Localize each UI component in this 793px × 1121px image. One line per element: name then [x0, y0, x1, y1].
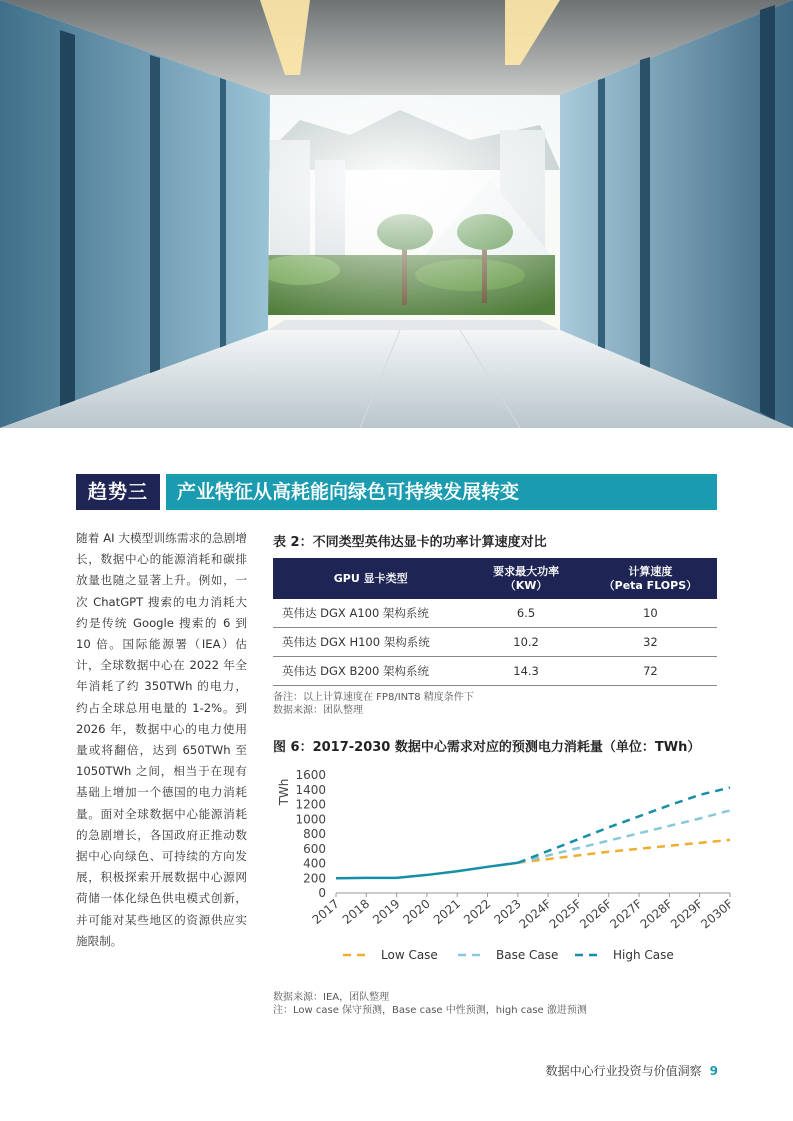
table-row [273, 628, 717, 657]
power-consumption-chart [273, 760, 743, 985]
cell-gpu: 英伟达 DGX B200 架构系统 [273, 657, 468, 686]
x-tick-label: 2017 [309, 896, 342, 927]
y-tick-label: 800 [303, 827, 326, 841]
x-tick-label: 2018 [339, 896, 373, 927]
legend-label: Low Case [381, 948, 438, 962]
y-tick-label: 1000 [295, 812, 326, 827]
x-tick-label: 2019 [370, 896, 403, 927]
series-line-high-case [518, 788, 730, 863]
y-tick-label: 200 [303, 871, 326, 886]
table-header-row [273, 558, 717, 599]
x-tick-label: 2027F [607, 896, 646, 932]
page-footer [546, 1062, 718, 1079]
x-tick-label: 2020 [400, 896, 433, 927]
table-title: 表 2：不同类型英伟达显卡的功率计算速度对比 [273, 535, 547, 550]
x-tick-label: 2022 [461, 896, 494, 927]
header-power-text: 要求最大功率 （KW） [493, 564, 560, 592]
cell-speed: 10 [584, 599, 717, 628]
y-tick-label: 1400 [295, 782, 326, 797]
legend-label: Base Case [496, 948, 559, 962]
x-tick-label: 2025F [546, 896, 585, 932]
x-tick-label: 2026F [577, 896, 615, 932]
x-tick-label: 2021 [430, 896, 464, 927]
footer-title: 数据中心行业投资与价值洞察 [545, 1064, 702, 1078]
cell-speed: 72 [584, 657, 717, 686]
table-header-power [468, 558, 583, 599]
series-line-base-case [518, 810, 730, 862]
chart-title: 图 6：2017-2030 数据中心需求对应的预测电力消耗量（单位：TWh） [273, 740, 701, 755]
cell-speed: 32 [584, 628, 717, 657]
x-tick-label: 2024F [516, 896, 555, 932]
table-header-speed [584, 558, 717, 599]
cell-gpu: 英伟达 DGX H100 架构系统 [273, 628, 468, 657]
table-source: 数据来源：团队整理 [273, 705, 363, 716]
x-tick-label: 2030F [698, 896, 736, 932]
chart-note: 注：Low case 保守预测，Base case 中性预测，high case 激进预测 [273, 1005, 587, 1016]
section-label: 趋势三 [76, 474, 160, 510]
page-number: 9 [709, 1064, 718, 1078]
y-tick-label: 400 [303, 856, 326, 871]
y-tick-label: 1200 [295, 797, 326, 812]
gpu-comparison-table [273, 558, 717, 686]
table-note: 备注：以上计算速度在 FP8/INT8 精度条件下 [273, 692, 474, 703]
y-tick-label: 600 [303, 841, 326, 856]
hero-image [0, 0, 793, 428]
table-row [273, 657, 717, 686]
y-axis-label: TWh [277, 778, 291, 806]
body-paragraph: 随着 AI 大模型训练需求的急剧增长，数据中心的能源消耗和碳排放量也随之显著上升。例如，一次 ChatGPT 搜索的电力消耗大约是传统 Google 搜索的 6 到 10 倍。国际能源署（IEA）估计，全球数据中心在 2022 年全年消耗了约 350TWh 的电力，约占全球总用电量的 1-2%。到 2026 年，数据中心的电力使用量或将翻倍，达到 650TWh 至 1050TWh 之间，相当于在现有基础上增加一个德国的电力消耗量。面对全球数据中心能源消耗的急剧增长，各国政府正推动数据中心向绿色、可持续的方向发展，积极探索开展数据中心源网荷储一体化绿色供电模式创新，并可能对某些地区的资源供应实施限制。 [76, 531, 247, 948]
chart-source: 数据来源：IEA，团队整理 [273, 992, 390, 1003]
cell-power: 14.3 [468, 657, 583, 686]
y-tick-label: 0 [318, 886, 326, 900]
cell-power: 6.5 [468, 599, 583, 628]
cell-power: 10.2 [468, 628, 583, 657]
series-line-historical [336, 863, 518, 878]
header-speed-text: 计算速度 （Peta FLOPS） [603, 564, 698, 592]
x-tick-label: 2023 [491, 896, 524, 927]
section-title: 产业特征从高耗能向绿色可持续发展转变 [166, 474, 717, 510]
x-tick-label: 2029F [667, 896, 706, 932]
legend-label: High Case [613, 948, 674, 962]
cell-gpu: 英伟达 DGX A100 架构系统 [273, 599, 468, 628]
header-gpu-text: GPU 显卡类型 [333, 571, 408, 585]
table-row [273, 599, 717, 628]
table-header-gpu [273, 558, 468, 599]
x-tick-label: 2028F [637, 896, 676, 932]
y-tick-label: 1600 [295, 768, 326, 782]
